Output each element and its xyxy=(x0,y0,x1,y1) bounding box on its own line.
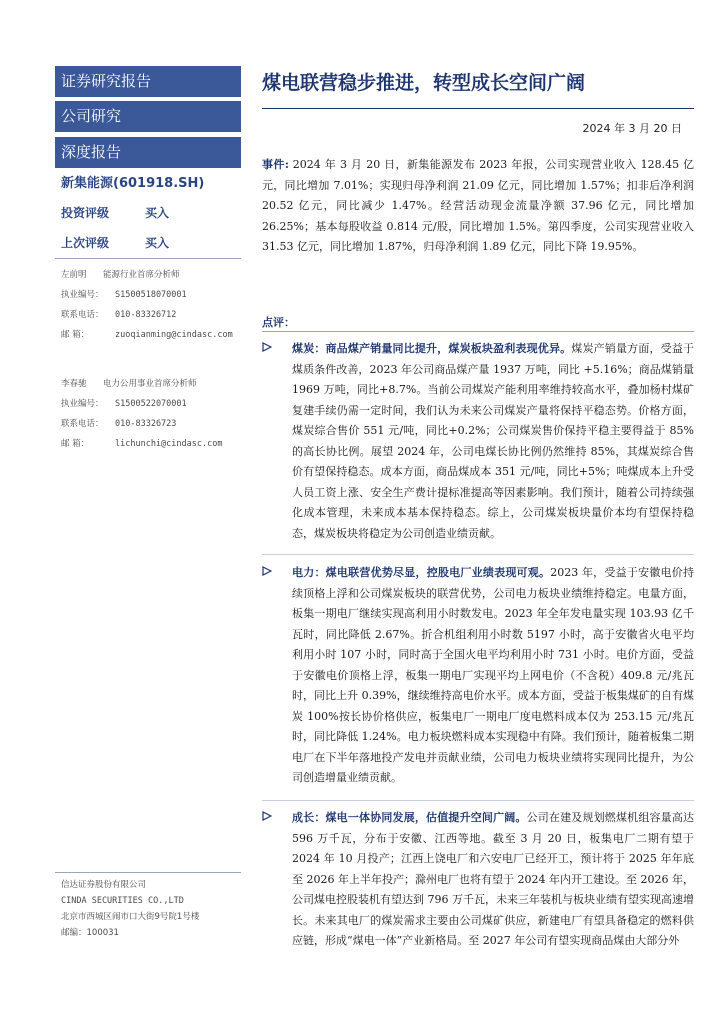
comment-lead: 煤炭：商品煤产销量同比提升，煤炭板块盈利表现优异。 xyxy=(292,342,572,355)
divider xyxy=(262,554,694,555)
company-name-en: CINDA SECURITIES CO.,LTD xyxy=(61,896,184,906)
rating-label: 上次评级 xyxy=(61,236,110,250)
event-text: 2024 年 3 月 20 日，新集能源发布 2023 年报，公司实现营业收入 128.45 亿元，同比增加 7.01%；实现归母净利润 21.09 亿元，同比增加 1.57%；扣非后净利润 20.52 亿元，同比减少 1.47%。经营活动现金流量净额 37.96 亿元，同比增加 26.25%；基本每股收益 0.814 元/股，同比增加 1.5%。第四季度，公司实现营业收入 31.53 亿元，同比增加 1.87%，归母净利润 1.89 亿元，同比下降 19.95%。 xyxy=(262,158,695,253)
comment-lead: 成长：煤电一体协同发展，估值提升空间广阔。 xyxy=(292,811,527,824)
divider xyxy=(262,331,694,332)
comment-text: 2023 年，受益于安徽电价持续顶格上浮和公司煤炭板块的联营优势，公司电力板块业绩维持稳定。电量方面，板集一期电厂继续实现高利用小时数发电。2023 年全年发电量实现 103.93 亿千瓦时，同比降低 2.67%。折合机组利用小时数 5197 小时，高于安徽省火电平均利用小时 107 小时，同时高于全国火电平均利用小时 731 小时。电价方面，受益于安徽电价顶格上浮，板集一期电厂实现平均上网电价（不含税）409.8 元/兆瓦时，同比上升 0.39%，继续维持高电价水平。成本方面，受益于板集煤矿的自有煤炭 100%按长协价格供应，板集电厂一期电厂度电燃料成本仅为 253.15 元/兆瓦时，同比降低 1.24%。电力板块燃料成本实现稳中有降。我们预计，随着板集二期电厂在下半年落地投产发电并贡献业绩，公司电力板块业绩将实现同比提升，为公司创造增量业绩贡献。 xyxy=(292,566,694,784)
comment-text: 煤炭产销量方面，受益于煤质条件改善，2023 年公司商品煤产量 1937 万吨，同比 +5.16%；商品煤销量 1969 万吨，同比+8.7%。当前公司煤炭产能利用率维持较高水平，叠加杨村煤矿复建手续仍需一定时间，我们认为未来公司煤炭产量将保持平稳态势。价格方面，煤炭综合售价 551 元/吨，同比+0.2%；公司煤炭售价保持平稳主要得益于 85%的高长协比例。展望 2024 年，公司电煤长协比例仍然维持 85%，其煤炭综合售价有望保持稳态。成本方面，商品煤成本 351 元/吨，同比+5%；吨煤成本上升受人员工资上涨、安全生产费计提标准提高等因素影响。我们预计，随着公司持续强化成本管理，未来成本基本保持稳态。综上，公司煤炭板块量价本均有望保持稳态，煤炭板块将稳定为公司创造业绩贡献。 xyxy=(292,342,695,540)
arrow-bullet-icon xyxy=(262,566,272,576)
comment-item-growth xyxy=(262,808,694,952)
email-label: 邮 箱： xyxy=(61,439,90,449)
email-link[interactable]: lichunchi@cindasc.com xyxy=(115,439,223,449)
company-address: 北京市西城区闹市口大街9号院1号楼 xyxy=(61,912,200,922)
phone-number: 010-83326712 xyxy=(115,310,177,320)
cert-number: S1500518070001 xyxy=(115,290,187,300)
company-postcode: 邮编：100031 xyxy=(61,928,119,938)
comment-lead: 电力：煤电联营优势尽显，控股电厂业绩表现可观。 xyxy=(292,566,551,579)
band-company-research: 公司研究 xyxy=(55,101,241,132)
divider xyxy=(55,872,241,873)
phone-label: 联系电话： xyxy=(61,419,104,429)
band-in-depth-report: 深度报告 xyxy=(55,137,241,168)
company-name-cn: 信达证券股份有限公司 xyxy=(61,880,147,890)
investment-rating xyxy=(61,204,170,221)
email-label: 邮 箱： xyxy=(61,330,90,340)
title-underline xyxy=(262,108,694,109)
rating-value: 买入 xyxy=(145,236,170,250)
divider xyxy=(55,258,241,259)
phone-number: 010-83326723 xyxy=(115,419,177,429)
comment-text: 公司在建及规划燃煤机组容量高达 596 万千瓦，分布于安徽、江西等地。截至 3 月 20 日，板集电厂二期有望于 2024 年 10 月投产；江西上饶电厂和六安电厂已经开工，预计将于 2025 年年底至 2026 年上半年投产；滁州电厂也将有望于 2024 年内开工建设。至 2026 年，公司煤电控股装机有望达到 796 万千瓦，未来三年装机与板块业绩有望实现高速增长。未来其电厂的煤炭需求主要由公司煤矿供应，新建电厂有望具备稳定的燃料供应链，形成“煤电一体”产业新格局。至 2027 年公司有望实现商品煤由大部分外 xyxy=(292,811,695,947)
stock-ticker: 新集能源(601918.SH) xyxy=(61,176,205,191)
comment-item-power xyxy=(262,563,694,789)
comment-item-coal xyxy=(262,339,694,544)
event-lead: 事件: xyxy=(262,158,289,171)
report-date: 2024 年 3 月 20 日 xyxy=(582,122,682,135)
event-paragraph xyxy=(262,155,694,258)
analyst-name: 左前明 xyxy=(61,270,87,280)
analyst-title: 能源行业首席分析师 xyxy=(103,270,180,280)
analyst-name: 李春驰 xyxy=(61,379,87,389)
arrow-bullet-icon xyxy=(262,811,272,821)
email-link[interactable]: zuoqianming@cindasc.com xyxy=(115,330,233,340)
previous-rating xyxy=(61,234,170,251)
rating-value: 买入 xyxy=(145,206,170,220)
divider xyxy=(262,800,694,801)
cert-label: 执业编号： xyxy=(61,290,104,300)
arrow-bullet-icon xyxy=(262,342,272,352)
comments-heading: 点评： xyxy=(262,316,295,329)
analyst-card xyxy=(61,265,246,345)
phone-label: 联系电话： xyxy=(61,310,104,320)
cert-label: 执业编号： xyxy=(61,399,104,409)
left-sidebar xyxy=(0,0,250,1024)
cert-number: S1500522070001 xyxy=(115,399,187,409)
analyst-card xyxy=(61,374,246,454)
rating-label: 投资评级 xyxy=(61,206,110,220)
band-securities-research-report: 证券研究报告 xyxy=(55,66,241,97)
analyst-title: 电力公用事业首席分析师 xyxy=(103,379,197,389)
report-title: 煤电联营稳步推进，转型成长空间广阔 xyxy=(262,72,586,94)
company-info xyxy=(61,877,246,941)
